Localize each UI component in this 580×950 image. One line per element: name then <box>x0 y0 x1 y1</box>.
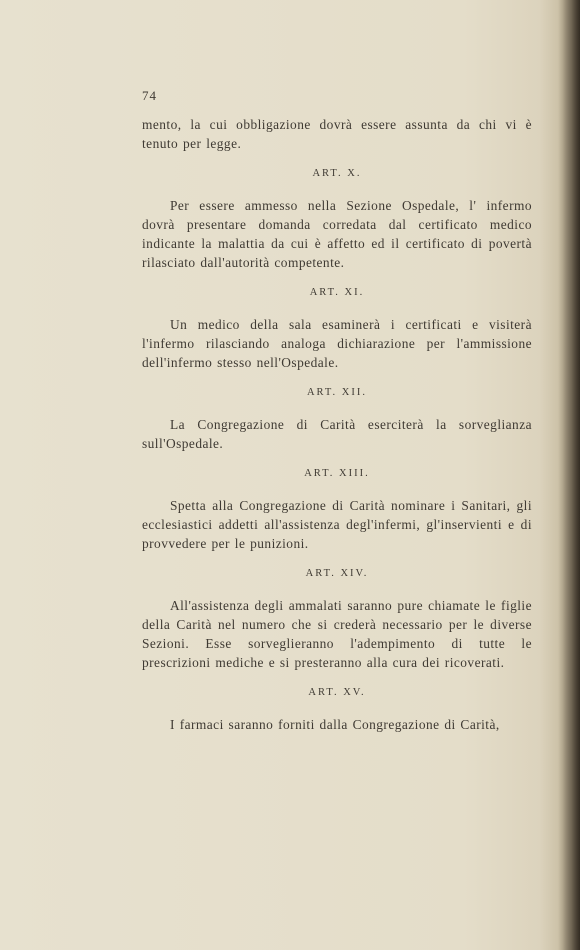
article-heading: ART. XII. <box>306 387 368 398</box>
page-body <box>142 115 532 734</box>
article-text: La Congregazione di Carità eserciterà la sorveglianza sull'Ospedale. <box>142 417 532 451</box>
article-heading: ART. XV. <box>308 687 366 698</box>
article-heading: ART. XIII. <box>304 468 370 479</box>
article-text: All'assistenza degli ammalati saranno pure chiamate le figlie della Carità nel numero che si crederà necessario per le diverse Sezioni. Esse sorveglieranno l'adempimento di tutte le prescrizioni mediche e si presteranno alla cura dei ricoverati. <box>142 598 532 670</box>
article-text: Per essere ammesso nella Sezione Ospedale, l' infermo dovrà presentare domanda corredata dal certificato medico indicante la malattia da cui è affetto ed il certificato di povertà rilasciato dall'autorità competente. <box>142 198 532 270</box>
page-number: 74 <box>142 88 157 103</box>
page-binding-shadow <box>558 0 580 950</box>
continued-paragraph: mento, la cui obbligazione dovrà essere assunta da chi vi è tenuto per legge. <box>142 117 532 151</box>
article-heading: ART. XIV. <box>305 568 369 579</box>
article-text: I farmaci saranno forniti dalla Congregazione di Carità, <box>170 717 500 732</box>
article-text: Un medico della sala esaminerà i certificati e visiterà l'infermo rilasciando analoga dichiarazione per l'ammissione dell'infermo stesso nell'Ospedale. <box>142 317 532 370</box>
article-heading: ART. X. <box>312 168 362 179</box>
article-text: Spetta alla Congregazione di Carità nominare i Sanitari, gli ecclesiastici addetti all'assistenza degl'infermi, gl'inservienti e di provvedere per le punizioni. <box>142 498 532 551</box>
article-heading: ART. XI. <box>309 287 365 298</box>
